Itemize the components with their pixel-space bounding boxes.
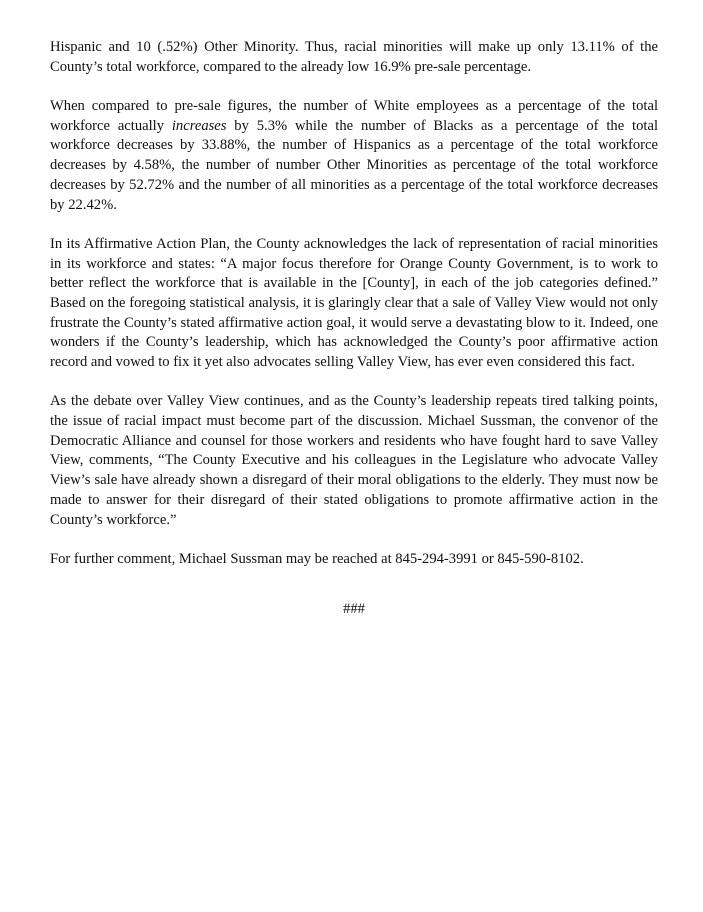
paragraph-pre-sale-comparison — [50, 97, 658, 215]
paragraph-contact: For further comment, Michael Sussman may be reached at 845-294-3991 or 845-590-8102. — [50, 550, 584, 567]
paragraph-debate: As the debate over Valley View continues, and as the County’s leadership repeats tired talking points, the issue of racial impact must become part of the discussion. Michael Sussman, the convenor of the Democratic Alliance and counsel for those workers and residents who have fought hard to save Valley View, comments, “The County Executive and his colleagues in the Legislature who advocate Valley View’s sale have already shown a disregard of their moral obligations to the elderly. They must now be made to answer for their disregard of their stated obligations to promote affirmative action in the County’s workforce.” — [50, 393, 658, 528]
document-page — [50, 38, 658, 639]
paragraph-text: by 5.3% while the number of Blacks as a percentage of the total workforce decreases by 33.88%, the number of Hispanics as a percentage of the total workforce decreases by 4.58%, the number of number Other Minorities as percentage of the total workforce decreases by 52.72% and the number of all minorities as a percentage of the total workforce decreases by 22.42%. — [50, 117, 659, 213]
end-mark: ### — [343, 600, 365, 617]
paragraph-affirmative-action: In its Affirmative Action Plan, the County acknowledges the lack of representation of racial minorities in its workforce and states: “A major focus therefore for Orange County Government, is to work to better reflect the workforce that is available in the [County], in each of the job categories defined.” Based on the foregoing statistical analysis, it is glaringly clear that a sale of Valley View would not only frustrate the County’s stated affirmative action goal, it would serve a devastating blow to it. Indeed, one wonders if the County’s leadership, which has acknowledged the County’s poor affirmative action record and vowed to fix it yet also advocates selling Valley View, has ever even considered this fact. — [50, 235, 658, 371]
paragraph-text: When compared to pre-sale figures, the number of White employees as a percentage of the total workforce actually — [50, 98, 658, 134]
paragraph-minority-totals: Hispanic and 10 (.52%) Other Minority. Thus, racial minorities will make up only 13.11% of the County’s total workforce, compared to the already low 16.9% pre-sale percentage. — [50, 39, 658, 75]
emphasized-word: increases — [171, 117, 227, 134]
